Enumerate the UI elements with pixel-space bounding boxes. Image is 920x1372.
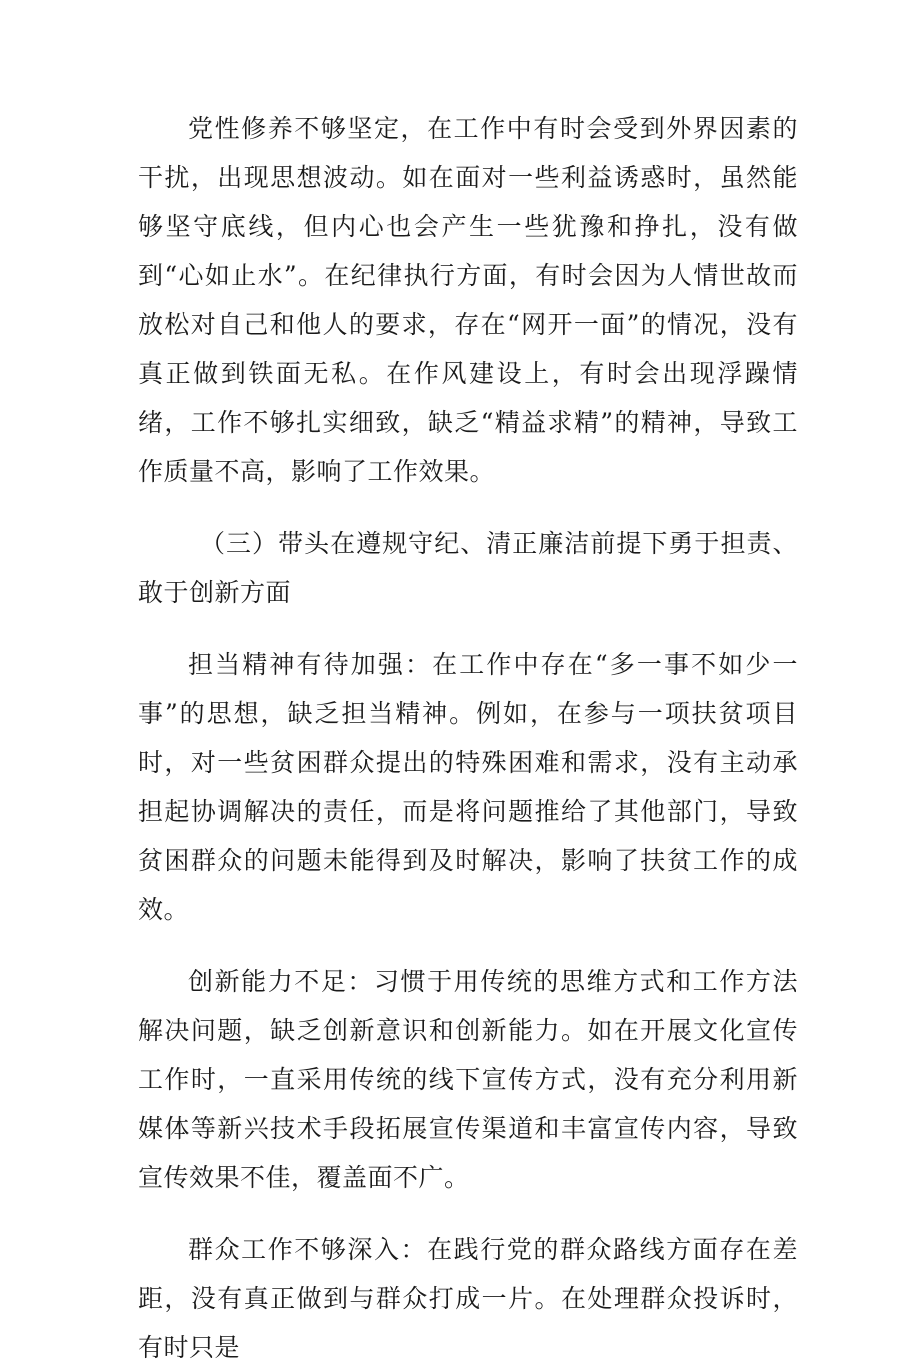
- paragraph-party-spirit: 党性修养不够坚定，在工作中有时会受到外界因素的干扰，出现思想波动。如在面对一些利益诱惑时，虽然能够坚守底线，但内心也会产生一些犹豫和挣扎，没有做到“心如止水”。在纪律执行方面，有时会因为人情世故而放松对自己和他人的要求，存在“网开一面”的情况，没有真正做到铁面无私。在作风建设上，有时会出现浮躁情绪，工作不够扎实细致，缺乏“精益求精”的精神，导致工作质量不高，影响了工作效果。: [138, 114, 798, 486]
- paragraph-innovation: 创新能力不足：习惯于用传统的思维方式和工作方法解决问题，缺乏创新意识和创新能力。如在开展文化宣传工作时，一直采用传统的线下宣传方式，没有充分利用新媒体等新兴技术手段拓展宣传渠道和丰富宣传内容，导致宣传效果不佳，覆盖面不广。: [138, 967, 798, 1192]
- section-heading-3: （三）带头在遵规守纪、清正廉洁前提下勇于担责、敢于创新方面: [138, 529, 798, 607]
- document-body: [138, 104, 798, 1372]
- paragraph-responsibility: 担当精神有待加强：在工作中存在“多一事不如少一事”的思想，缺乏担当精神。例如，在参与一项扶贫项目时，对一些贫困群众提出的特殊困难和需求，没有主动承担起协调解决的责任，而是将问题推给了其他部门，导致贫困群众的问题未能得到及时解决，影响了扶贫工作的成效。: [138, 650, 798, 924]
- paragraph-mass-work: 群众工作不够深入：在践行党的群众路线方面存在差距，没有真正做到与群众打成一片。在处理群众投诉时，有时只是: [138, 1235, 798, 1362]
